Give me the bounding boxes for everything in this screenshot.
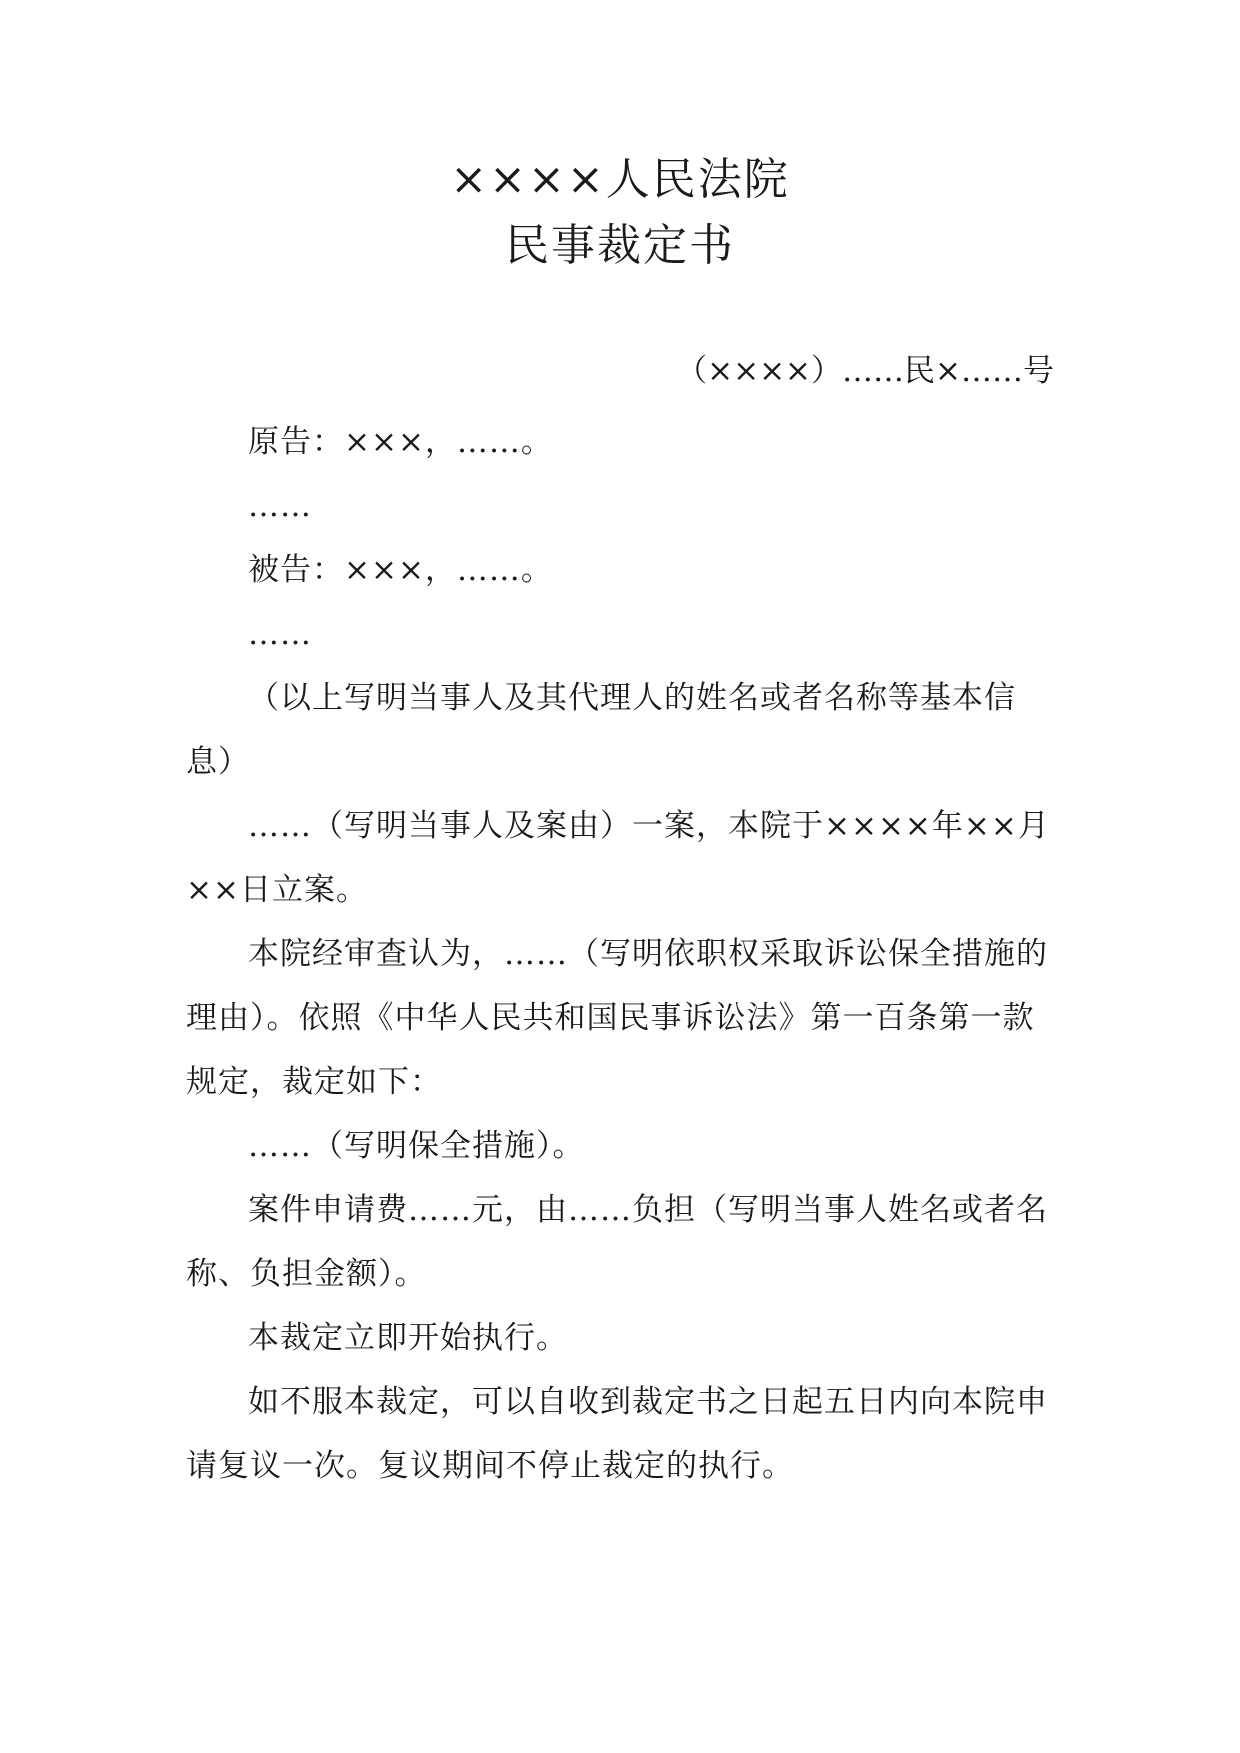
ruling-paragraph: ……（写明保全措施）。 [248, 1128, 585, 1164]
parties-note: （以上写明当事人及其代理人的姓名或者名称等基本信息） [186, 680, 1016, 780]
reasoning-paragraph: 本院经审查认为，……（写明依职权采取诉讼保全措施的理由）。依照《中华人民共和国民事诉讼法》第一百条第一款规定，裁定如下： [186, 936, 1048, 1100]
review-paragraph: 如不服本裁定，可以自收到裁定书之日起五日内向本院申请复议一次。复议期间不停止裁定的执行。 [186, 1384, 1048, 1484]
fee-paragraph: 案件申请费……元，由……负担（写明当事人姓名或者名称、负担金额）。 [186, 1192, 1048, 1292]
case-number: （××××）……民×……号 [676, 353, 1054, 389]
document-body [186, 410, 1054, 1498]
defendant-line: 被告：×××，……。 [248, 552, 553, 588]
ellipsis-line: …… [248, 616, 312, 652]
execution-paragraph: 本裁定立即开始执行。 [248, 1320, 568, 1356]
plaintiff-line: 原告：×××，……。 [248, 424, 553, 460]
case-intro-paragraph: ……（写明当事人及案由）一案，本院于××××年××月××日立案。 [186, 808, 1050, 908]
ellipsis-line: …… [248, 488, 312, 524]
court-name: ××××人民法院 [450, 154, 790, 205]
document-title: 民事裁定书 [505, 220, 735, 271]
